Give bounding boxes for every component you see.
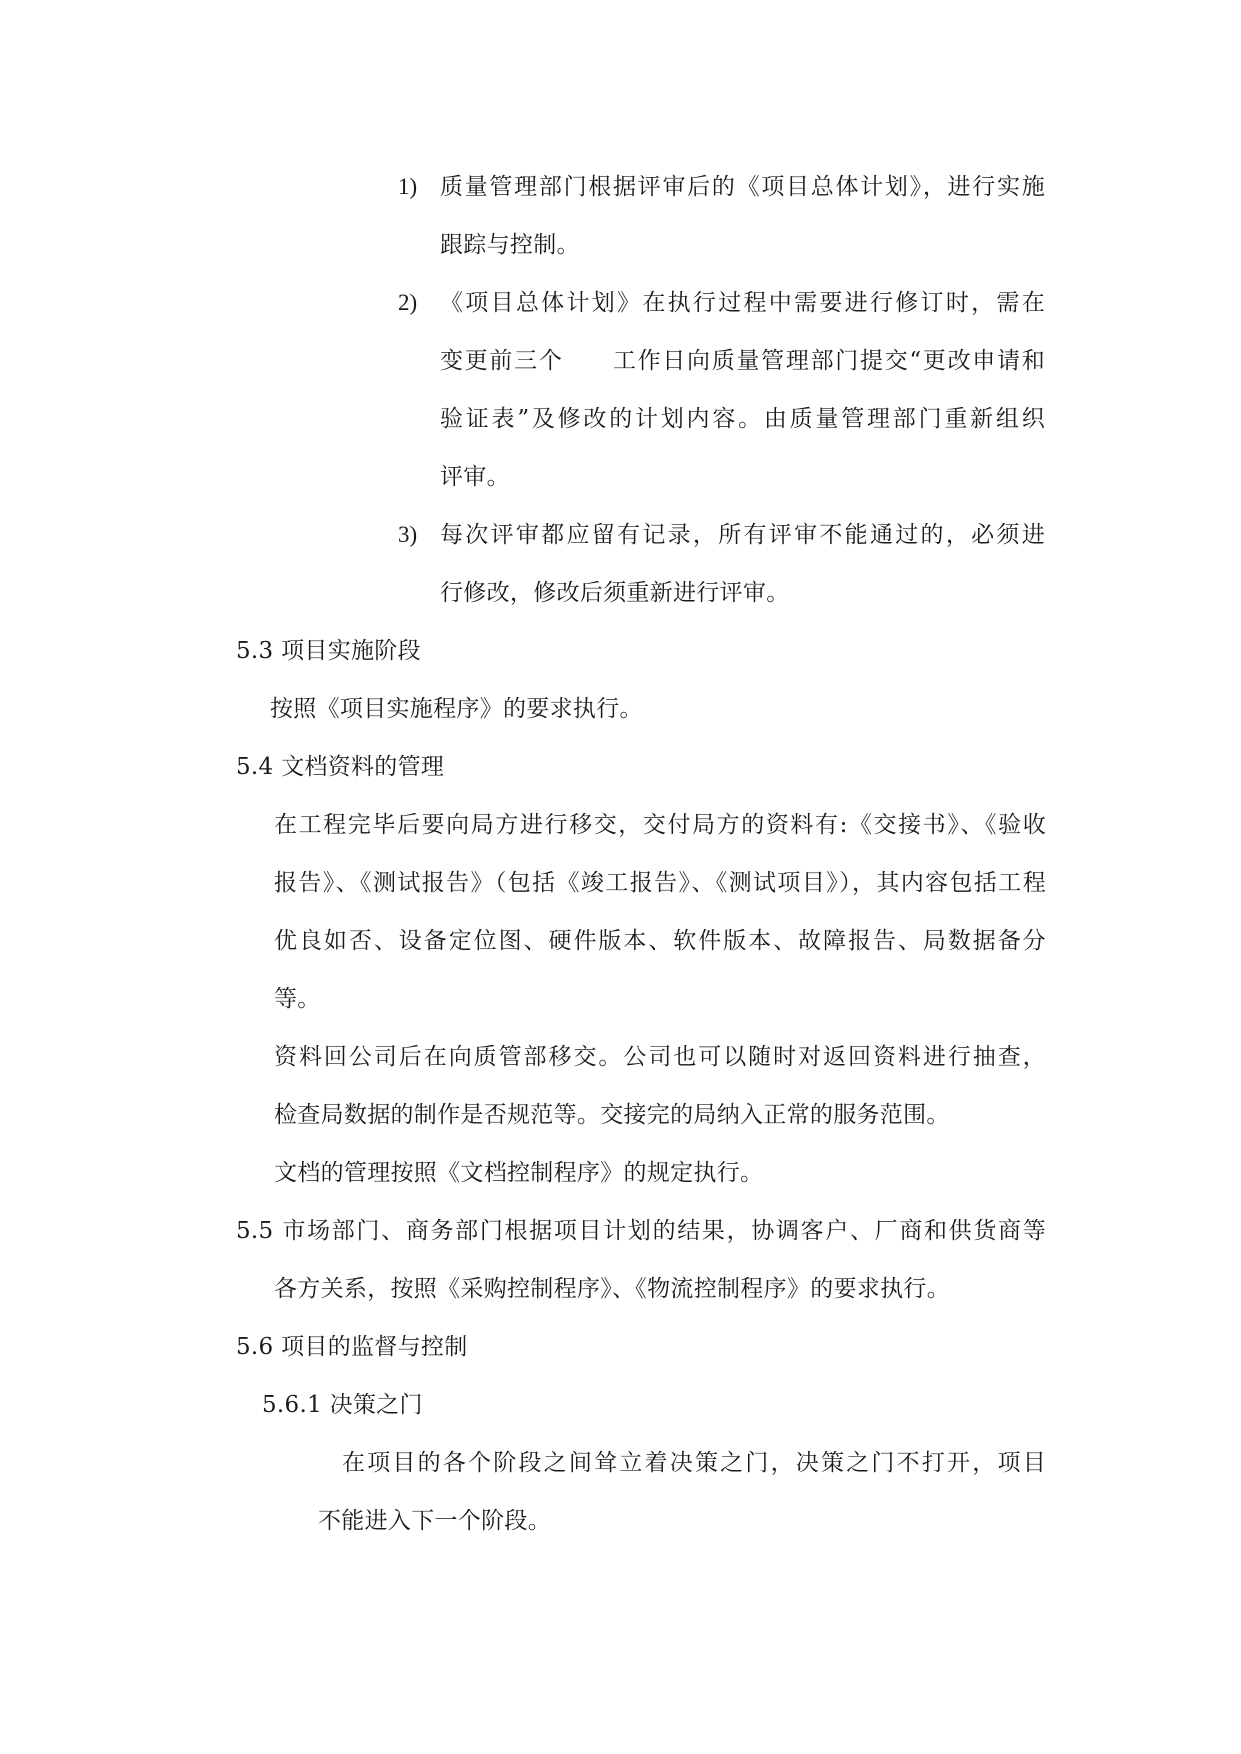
section-5-4-p2-line-1: 资料回公司后在向质管部移交。公司也可以随时对返回资料进行抽查， (274, 1044, 1046, 1070)
list-item-2-line-3: 验证表”及修改的计划内容。由质量管理部门重新组织 (440, 406, 1045, 432)
section-5-4-p1-line-4: 等。 (274, 986, 321, 1012)
section-5-6-1-line-1: 在项目的各个阶段之间耸立着决策之门，决策之门不打开，项目 (342, 1450, 1046, 1476)
list-item-2-line-1: 《项目总体计划》在执行过程中需要进行修订时，需在 (440, 290, 1045, 316)
section-5-4-p3: 文档的管理按照《文档控制程序》的规定执行。 (274, 1160, 764, 1186)
list-number-1: 1) (398, 174, 418, 199)
list-item-2-line-2: 变更前三个 工作日向质量管理部门提交“更改申请和 (440, 348, 1045, 374)
list-number-3: 3) (398, 522, 418, 547)
section-5-3-heading: 5.3 项目实施阶段 (236, 638, 421, 664)
list-item-3-line-1: 每次评审都应留有记录，所有评审不能通过的，必须进 (440, 522, 1045, 548)
section-5-4-p2-line-2: 检查局数据的制作是否规范等。交接完的局纳入正常的服务范围。 (274, 1102, 950, 1128)
section-5-4-p1-line-3: 优良如否、设备定位图、硬件版本、软件版本、故障报告、局数据备分 (274, 928, 1046, 954)
section-5-6-heading: 5.6 项目的监督与控制 (236, 1334, 468, 1360)
list-item-3-line-2: 行修改，修改后须重新进行评审。 (440, 580, 790, 606)
list-item-1-line-1: 质量管理部门根据评审后的《项目总体计划》，进行实施 (440, 174, 1045, 200)
section-5-4-p1-line-2: 报告》、《测试报告》（包括《竣工报告》、《测试项目》），其内容包括工程 (274, 870, 1046, 896)
section-5-5-line-2: 各方关系，按照《采购控制程序》、《物流控制程序》的要求执行。 (274, 1276, 950, 1302)
section-5-4-heading: 5.4 文档资料的管理 (236, 754, 445, 780)
list-item-2-line-4: 评审。 (440, 464, 510, 490)
section-5-4-p1-line-1: 在工程完毕后要向局方进行移交，交付局方的资料有:《交接书》、《验收 (274, 812, 1046, 838)
section-5-6-1-line-2: 不能进入下一个阶段。 (318, 1508, 551, 1534)
list-number-2: 2) (398, 290, 418, 315)
list-item-1-line-2: 跟踪与控制。 (440, 232, 580, 258)
section-5-6-1-heading: 5.6.1 决策之门 (262, 1392, 423, 1418)
section-5-5-line-1: 5.5 市场部门、商务部门根据项目计划的结果，协调客户、厂商和供货商等 (236, 1218, 1046, 1244)
section-5-3-body: 按照《项目实施程序》的要求执行。 (270, 696, 643, 722)
